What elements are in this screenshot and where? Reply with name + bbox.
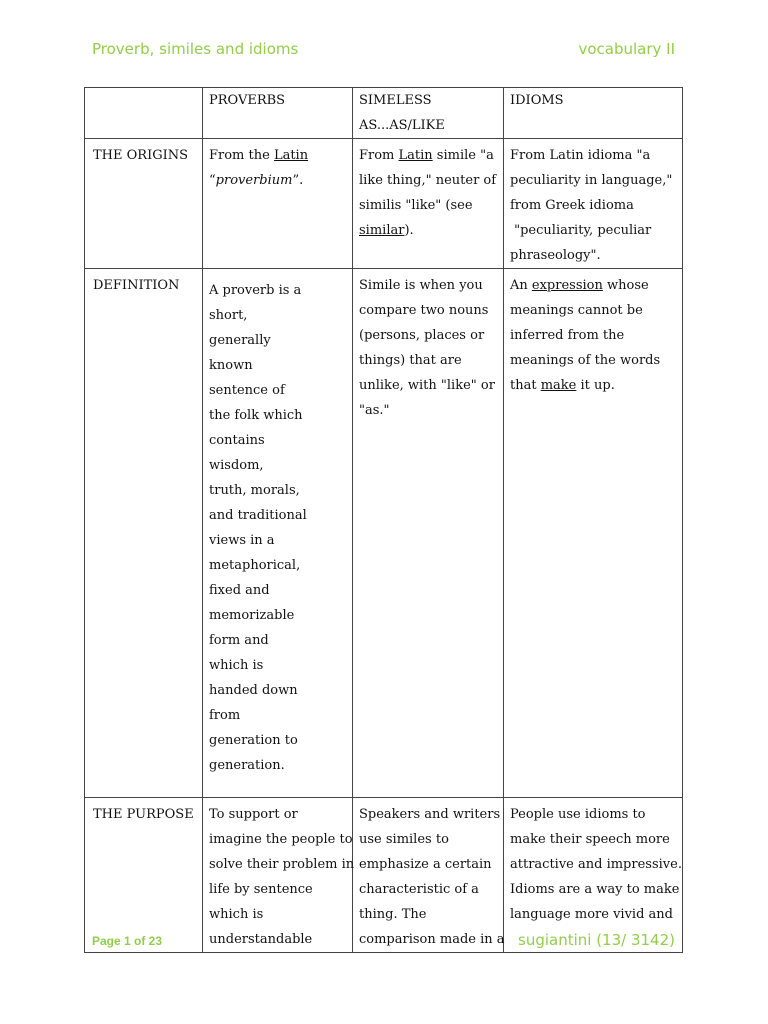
cell-definition-proverbs — [203, 269, 353, 798]
text-line: generation to — [209, 733, 298, 748]
text-line: comparison made in a — [359, 932, 505, 947]
text-line: generally — [209, 333, 271, 348]
cell-origins-similes — [353, 139, 504, 269]
text-line: form and — [209, 633, 269, 648]
text-line: sentence of — [209, 383, 285, 398]
text-line: generation. — [209, 758, 285, 773]
text-line: like thing," neuter of — [359, 173, 497, 188]
text-line: imagine the people to — [209, 832, 353, 847]
header-cell-proverbs — [203, 88, 353, 139]
text-line: Speakers and writers — [359, 807, 501, 822]
text-line: unlike, with "like" or — [359, 378, 495, 393]
cell-definition-idioms — [504, 269, 683, 798]
text-line: fixed and — [209, 583, 270, 598]
text-line: From Latin idioma "a — [510, 148, 651, 163]
text-fragment: From — [359, 148, 399, 163]
text-line — [359, 143, 497, 168]
header-cell-similes — [353, 88, 504, 139]
text-line: which is — [209, 907, 264, 922]
row-label-definition — [85, 269, 203, 798]
text-line: A proverb is a — [209, 283, 302, 298]
text-fragment: that — [510, 378, 541, 393]
text-line: People use idioms to — [510, 807, 646, 822]
cell-origins-idioms — [504, 139, 683, 269]
text-line: wisdom, — [209, 458, 264, 473]
text-line — [359, 218, 497, 243]
table-row — [85, 798, 683, 953]
text-line: short, — [209, 308, 248, 323]
text-line — [209, 143, 346, 168]
text-line: from — [209, 708, 241, 723]
author-footer: sugiantini (13/ 3142) — [518, 931, 675, 949]
row-label: THE ORIGINS — [93, 148, 189, 163]
header-subject: vocabulary II — [578, 40, 675, 58]
page-number: Page 1 of 23 — [92, 934, 163, 948]
row-label: THE PURPOSE — [93, 807, 194, 822]
text-line: thing. The — [359, 907, 427, 922]
text-line: and traditional — [209, 508, 307, 523]
cell-purpose-idioms — [504, 798, 683, 953]
text-line: language more vivid and — [510, 907, 673, 922]
text-line — [510, 373, 676, 398]
row-label-origins — [85, 139, 203, 269]
text-line: things) that are — [359, 353, 462, 368]
latin-link[interactable]: Latin — [273, 148, 309, 163]
text-fragment: simile "a — [432, 148, 494, 163]
text-line — [510, 273, 676, 298]
cell-purpose-proverbs — [203, 798, 353, 953]
text-line: views in a — [209, 533, 275, 548]
text-line: the folk which — [209, 408, 303, 423]
text-line: handed down — [209, 683, 298, 698]
header-cell-idioms — [504, 88, 683, 139]
text-line: phraseology". — [510, 248, 601, 263]
row-label: DEFINITION — [93, 278, 180, 293]
text-line: Simile is when you — [359, 278, 483, 293]
text-line: which is — [209, 658, 264, 673]
header-cell-empty — [85, 88, 203, 139]
text-line: solve their problem in — [209, 857, 355, 872]
text-line: similis "like" (see — [359, 198, 473, 213]
table-header-row — [85, 88, 683, 139]
proverbium-term: proverbium — [215, 173, 293, 188]
text-line: from Greek idioma — [510, 198, 634, 213]
row-label-purpose — [85, 798, 203, 953]
text-fragment: it up. — [576, 378, 615, 393]
header-similes-label: SIMELESS — [359, 93, 432, 108]
latin-link[interactable]: Latin — [398, 148, 433, 163]
text-line: "as." — [359, 403, 390, 418]
text-line: inferred from the — [510, 328, 625, 343]
text-line: "peculiarity, peculiar — [510, 223, 652, 238]
comparison-table — [84, 87, 683, 953]
table-row — [85, 269, 683, 798]
text-line: life by sentence — [209, 882, 313, 897]
make-link[interactable]: make — [540, 378, 577, 393]
text-fragment: ). — [404, 223, 414, 238]
text-line: characteristic of a — [359, 882, 479, 897]
text-line: known — [209, 358, 253, 373]
text-line: peculiarity in language," — [510, 173, 673, 188]
text-fragment: whose — [602, 278, 649, 293]
text-line: compare two nouns — [359, 303, 489, 318]
text-line: (persons, places or — [359, 328, 485, 343]
text-line: metaphorical, — [209, 558, 301, 573]
text-line: To support or — [209, 807, 298, 822]
table-row — [85, 139, 683, 269]
text-line: use similes to — [359, 832, 449, 847]
text-fragment: ”. — [292, 173, 304, 188]
text-line — [209, 168, 346, 193]
text-line: understandable — [209, 932, 313, 947]
header-title: Proverb, similes and idioms — [92, 40, 299, 58]
header-idioms-label: IDIOMS — [510, 93, 564, 108]
text-line: Idioms are a way to make — [510, 882, 680, 897]
text-fragment: An — [510, 278, 532, 293]
header-proverbs-label: PROVERBS — [209, 93, 286, 108]
text-line: contains — [209, 433, 265, 448]
cell-purpose-similes — [353, 798, 504, 953]
text-line: emphasize a certain — [359, 857, 492, 872]
text-fragment: From the — [209, 148, 274, 163]
text-line: meanings of the words — [510, 353, 661, 368]
cell-origins-proverbs — [203, 139, 353, 269]
header-similes-sub: AS...AS/LIKE — [359, 118, 445, 133]
text-line: attractive and impressive. — [510, 857, 682, 872]
text-line: truth, morals, — [209, 483, 300, 498]
similar-link[interactable]: similar — [359, 223, 405, 238]
text-line: make their speech more — [510, 832, 670, 847]
expression-link[interactable]: expression — [531, 278, 603, 293]
text-fragment: “ — [209, 173, 216, 188]
text-line: meanings cannot be — [510, 303, 643, 318]
text-line: memorizable — [209, 608, 295, 623]
cell-definition-similes — [353, 269, 504, 798]
